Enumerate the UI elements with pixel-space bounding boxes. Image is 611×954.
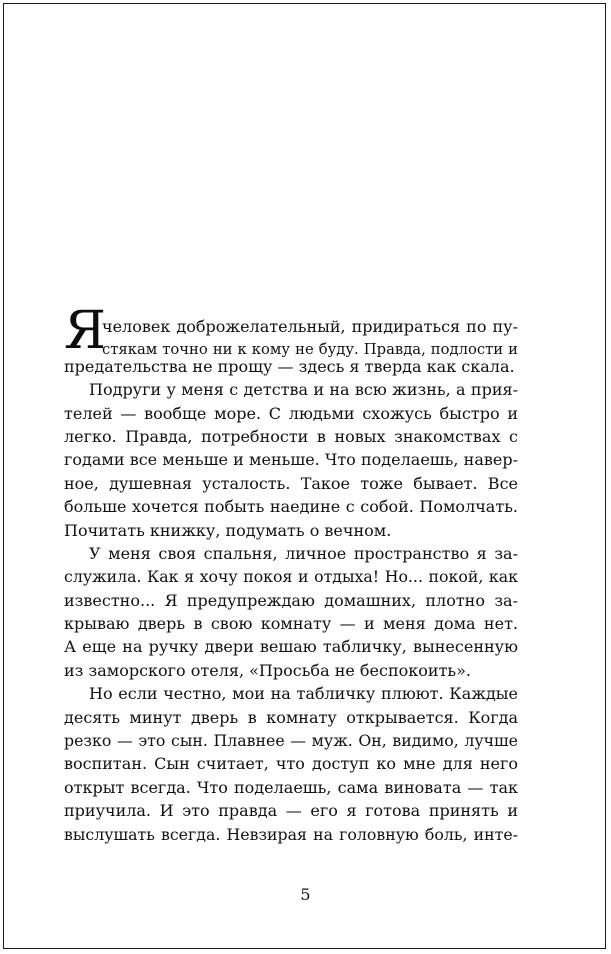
paragraph-4 [64, 682, 518, 846]
text-line: Но если честно, мои на табличку плюют. Каждые [89, 684, 518, 704]
text-line: А еще на ручку двери вешаю табличку, вынесенную [64, 637, 518, 657]
body-text [64, 301, 518, 846]
text-line: больше хочется побыть наедине с собой. Помолчать. [64, 497, 518, 517]
text-line: открыт всегда. Что поделаешь, сама виновата — так [64, 777, 518, 797]
paragraph-2 [64, 378, 518, 542]
opening-paragraph-start [64, 301, 518, 361]
text-line: ное, душевная усталость. Такое тоже бывает. Все [64, 473, 518, 493]
paragraph-3 [64, 542, 518, 682]
text-line: воспитан. Сын считает, что доступ ко мне для него [64, 754, 518, 774]
text-line: телей — вообще море. С людьми схожусь быстро и [64, 403, 518, 423]
text-line: У меня своя спальня, личное пространство я за- [89, 543, 518, 563]
page-number: 5 [300, 885, 311, 904]
text-line: предательства не прощу — здесь я тверда как скала. [64, 356, 515, 376]
text-line: приучила. И это правда — его я готова принять и [64, 801, 518, 821]
text-line: Почитать книжку, подумать о вечном. [64, 520, 392, 540]
text-line: служила. Как я хочу покоя и отдыха! Но... покой, как [64, 567, 518, 587]
text-line: Подруги у меня с детства и на всю жизнь, а прия- [89, 380, 518, 400]
text-line: крываю дверь в свою комнату — и меня дома нет. [64, 614, 518, 634]
text-line: десять минут дверь в комнату открывается. Когда [64, 707, 518, 727]
text-line: выслушать всегда. Невзирая на головную боль, инте- [64, 824, 518, 844]
text-line: стякам точно ни к кому не буду. Правда, подлости и [102, 341, 518, 359]
text-line: резко — это сын. Плавнее — муж. Он, видимо, лучше [64, 731, 518, 751]
text-line: легко. Правда, потребности в новых знакомствах с [64, 426, 518, 446]
drop-cap-lines [102, 315, 518, 362]
text-line: из заморского отеля, «Просьба не беспокоить». [64, 660, 471, 680]
text-line: человек доброжелательный, придираться по пу- [102, 317, 518, 336]
text-line: известно... Я предупреждаю домашних, плотно за- [64, 590, 518, 610]
text-line: годами все меньше и меньше. Что поделаешь, навер- [64, 450, 518, 470]
drop-cap: Я [64, 301, 106, 361]
